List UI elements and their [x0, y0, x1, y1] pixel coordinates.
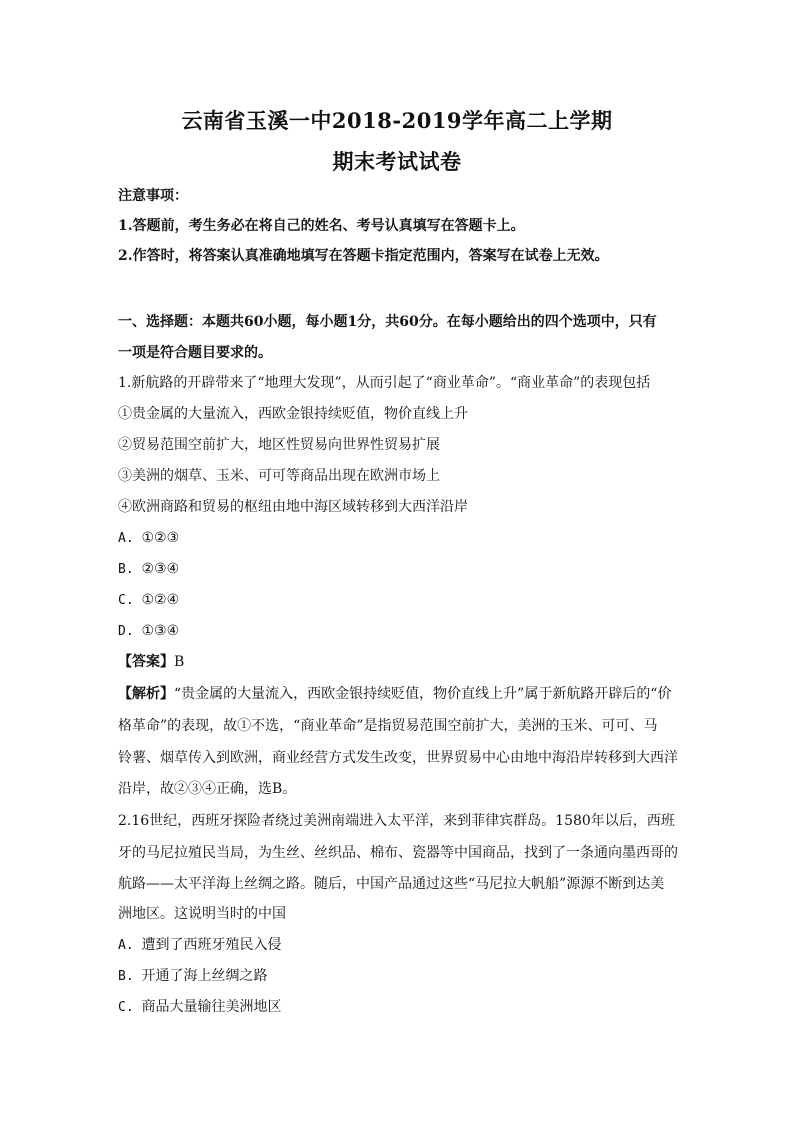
question-1-analysis-line2: 格革命”的表现，故①不选，“商业革命”是指贸易范围空前扩大，美洲的玉米、可可、马 [118, 718, 658, 734]
option-letter: C. [118, 593, 134, 608]
option-text: ①②④ [141, 592, 180, 608]
question-2-stem-line2: 牙的马尼拉殖民当局，为生丝、丝织品、棉布、瓷器等中国商品，找到了一条通向墨西哥的 [118, 845, 678, 861]
exam-title-line2: 期末考试试卷 [332, 149, 462, 174]
question-2-option-b [118, 966, 688, 987]
question-1-analysis-line4: 沿岸，故②③④正确，选B。 [118, 781, 297, 797]
question-1-statement-2: ②贸易范围空前扩大，地区性贸易向世界性贸易扩展 [118, 437, 440, 453]
exam-title-line1: 云南省玉溪一中2018-2019学年高二上学期 [181, 108, 613, 133]
question-1-option-b [118, 559, 688, 580]
option-text: ①③④ [141, 623, 180, 639]
question-1-statement-4: ④欧洲商路和贸易的枢纽由地中海区域转移到大西洋沿岸 [118, 499, 468, 515]
question-2-stem-line4: 洲地区。这说明当时的中国 [118, 906, 286, 922]
option-letter: D. [118, 624, 134, 639]
question-1-statement-3: ③美洲的烟草、玉米、可可等商品出现在欧洲市场上 [118, 468, 440, 484]
option-letter: B. [118, 562, 134, 577]
question-1-option-d [118, 621, 688, 642]
question-1-stem: 1.新航路的开辟带来了“地理大发现”，从而引起了“商业革命”。“商业革命”的表现包括 [118, 375, 651, 391]
option-text: 商品大量输往美洲地区 [141, 999, 282, 1015]
question-2-stem-line3: 航路——太平洋海上丝绸之路。随后，中国产品通过这些“马尼拉大帆船”源源不断到达美 [118, 876, 665, 892]
option-text: ①②③ [141, 530, 180, 546]
option-text: ②③④ [141, 561, 180, 577]
option-letter: C. [118, 1000, 134, 1015]
question-2-stem-line1: 2.16世纪，西班牙探险者绕过美洲南端进入太平洋，来到菲律宾群岛。1580年以后，西班 [118, 813, 675, 829]
question-2-option-a [118, 935, 688, 956]
question-1-analysis-line3: 铃薯、烟草传入到欧洲，商业经营方式发生改变，世界贸易中心由地中海沿岸转移到大西洋 [118, 750, 678, 766]
analysis-label: 【解析】 [118, 686, 174, 702]
answer-value: B [174, 654, 185, 670]
notice-item-2: 2.作答时，将答案认真准确地填写在答题卡指定范围内，答案写在试卷上无效。 [118, 248, 609, 264]
section-heading-line1: 一、选择题：本题共60小题，每小题1分，共60分。在每小题给出的四个选项中，只有 [118, 314, 657, 330]
notice-item-1: 1.答题前，考生务必在将自己的姓名、考号认真填写在答题卡上。 [118, 218, 525, 234]
answer-label: 【答案】 [118, 654, 174, 670]
section-heading-line2: 一项是符合题目要求的。 [118, 345, 272, 361]
question-1-answer [118, 652, 688, 672]
option-text: 遭到了西班牙殖民入侵 [141, 937, 282, 953]
question-2-option-c [118, 997, 688, 1018]
option-text: 开通了海上丝绸之路 [141, 968, 268, 984]
option-letter: B. [118, 969, 134, 984]
option-letter: A. [118, 938, 134, 953]
notice-heading: 注意事项： [118, 188, 188, 204]
option-letter: A. [118, 531, 134, 546]
question-1-option-a [118, 528, 688, 549]
question-1-option-c [118, 590, 688, 611]
question-1-statement-1: ①贵金属的大量流入，西欧金银持续贬值，物价直线上升 [118, 406, 468, 422]
analysis-text: “贵金属的大量流入，西欧金银持续贬值，物价直线上升”属于新航路开辟后的“价 [174, 686, 672, 702]
question-1-analysis-line1 [118, 684, 688, 704]
